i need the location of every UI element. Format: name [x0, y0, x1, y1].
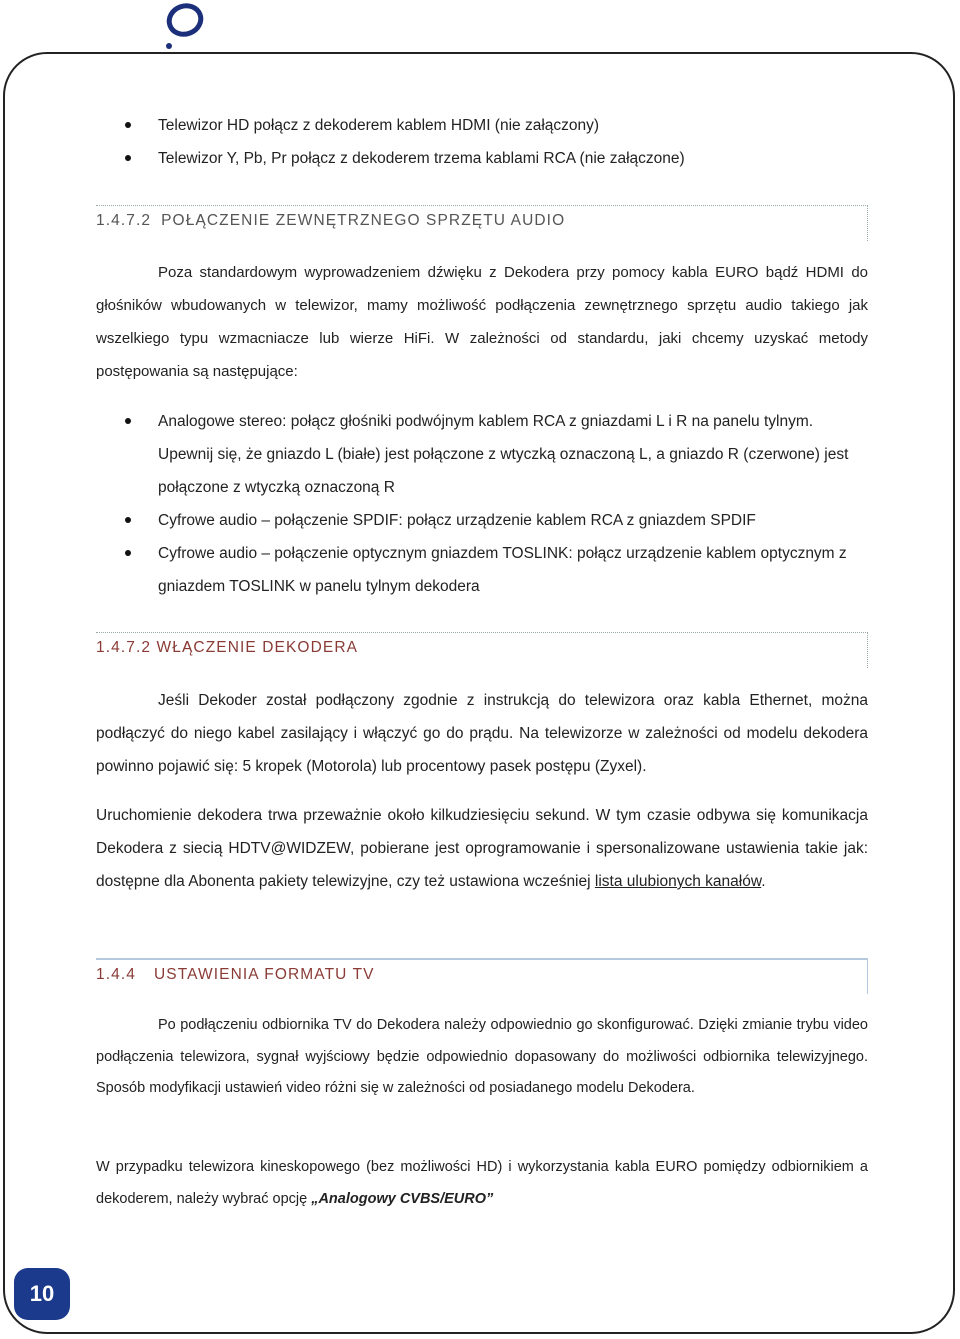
paragraph-text: Poza standardowym wyprowadzeniem dźwięku z Dekodera przy pomocy kabla EURO bądź HDMI do głośników wbudowanych w telewizor, mamy możliwość podłączenia zewnętrznego sprzętu audio takiego jak wszelkiego typu wzmacniacze lub wierze HiFi. W zależności od standardu, jaki chcemy uzyskać metody postępowania są następujące: [96, 264, 868, 380]
paragraph-text: W przypadku telewizora kineskopowego (bez możliwości HD) i wykorzystania kabla EURO pomiędzy odbiornikiem a dekoderem, należy wybrać opcję [96, 1159, 868, 1207]
section-number: 1.4.7.2 [96, 212, 152, 229]
paragraph-crt-option [96, 1152, 868, 1215]
section-title: WŁĄCZENIE DEKODERA [156, 639, 359, 656]
paragraph-text: Uruchomienie dekodera trwa przeważnie około kilkudziesięciu sekund. W tym czasie odbywa się komunikacja Dekodera z siecią HDTV@WIDZEW, pobierane jest oprogramowanie i spersonalizowane ustawienia takie jak: dostępne dla Abonenta pakiety telewizyjne, czy też ustawiona wcześniej [96, 807, 868, 890]
option-name: „Analogowy CVBS/EURO” [311, 1190, 494, 1207]
favorites-link[interactable]: lista ulubionych kanałów [594, 873, 762, 890]
bullet-ypbpr: Telewizor Y, Pb, Pr połącz z dekoderem trzema kablami RCA (nie załączone) [158, 142, 870, 175]
section-title: POŁĄCZENIE ZEWNĘTRZNEGO SPRZĘTU AUDIO [161, 212, 566, 229]
section-heading-tv-format [96, 958, 868, 994]
paragraph-text: Jeśli Dekoder został podłączony zgodnie z instrukcją do telewizora oraz kabla Ethernet, można podłączyć do niego kabel zasilający i włączyć go do prądu. Na telewizorze w zależności od modelu dekodera powinno pojawić się: 5 kropek (Motorola) lub procentowy pasek postępu (Zyxel). [96, 692, 868, 775]
paragraph-end: . [761, 873, 766, 890]
section-heading-audio [96, 205, 868, 241]
paragraph-text: Po podłączeniu odbiornika TV do Dekodera należy odpowiednio go skonfigurować. Dzięki zmianie trybu video podłączenia telewizora, sygnał wyjściowy będzie odpowiednio dopasowany do możliwości odbiornika telewizyjnego. Sposób modyfikacji ustawień video różni się w zależności od posiadanego modelu Dekodera. [96, 1017, 868, 1096]
bullet-spdif: Cyfrowe audio – połączenie SPDIF: połącz urządzenie kablem RCA z gniazdem SPDIF [158, 504, 870, 537]
section-heading-power-on [96, 632, 868, 668]
bullet-toslink: Cyfrowe audio – połączenie optycznym gniazdem TOSLINK: połącz urządzenie kablem optycznym z gniazdem TOSLINK w panelu tylnym dekodera [158, 537, 870, 603]
paragraph-audio-intro [96, 256, 868, 388]
bullet-hdmi: Telewizor HD połącz z dekoderem kablem HDMI (nie załączony) [158, 109, 870, 142]
bullet-analog-stereo: Analogowe stereo: połącz głośniki podwójnym kablem RCA z gniazdami L i R na panelu tylnym. Upewnij się, że gniazdo L (białe) jest połączone z wtyczką oznaczoną L, a gniazdo R (czerwone) jest połączone z wtyczką oznaczoną R [158, 405, 870, 504]
paragraph-startup [96, 799, 868, 898]
paragraph-power-on [96, 684, 868, 783]
paragraph-tv-config [96, 1010, 868, 1105]
section-title: USTAWIENIA FORMATU TV [153, 966, 375, 983]
section-number: 1.4.7.2 [96, 639, 152, 656]
brand-logo-icon [160, 0, 210, 52]
page-number-badge: 10 [14, 1268, 70, 1320]
section-number: 1.4.4 [96, 966, 136, 983]
